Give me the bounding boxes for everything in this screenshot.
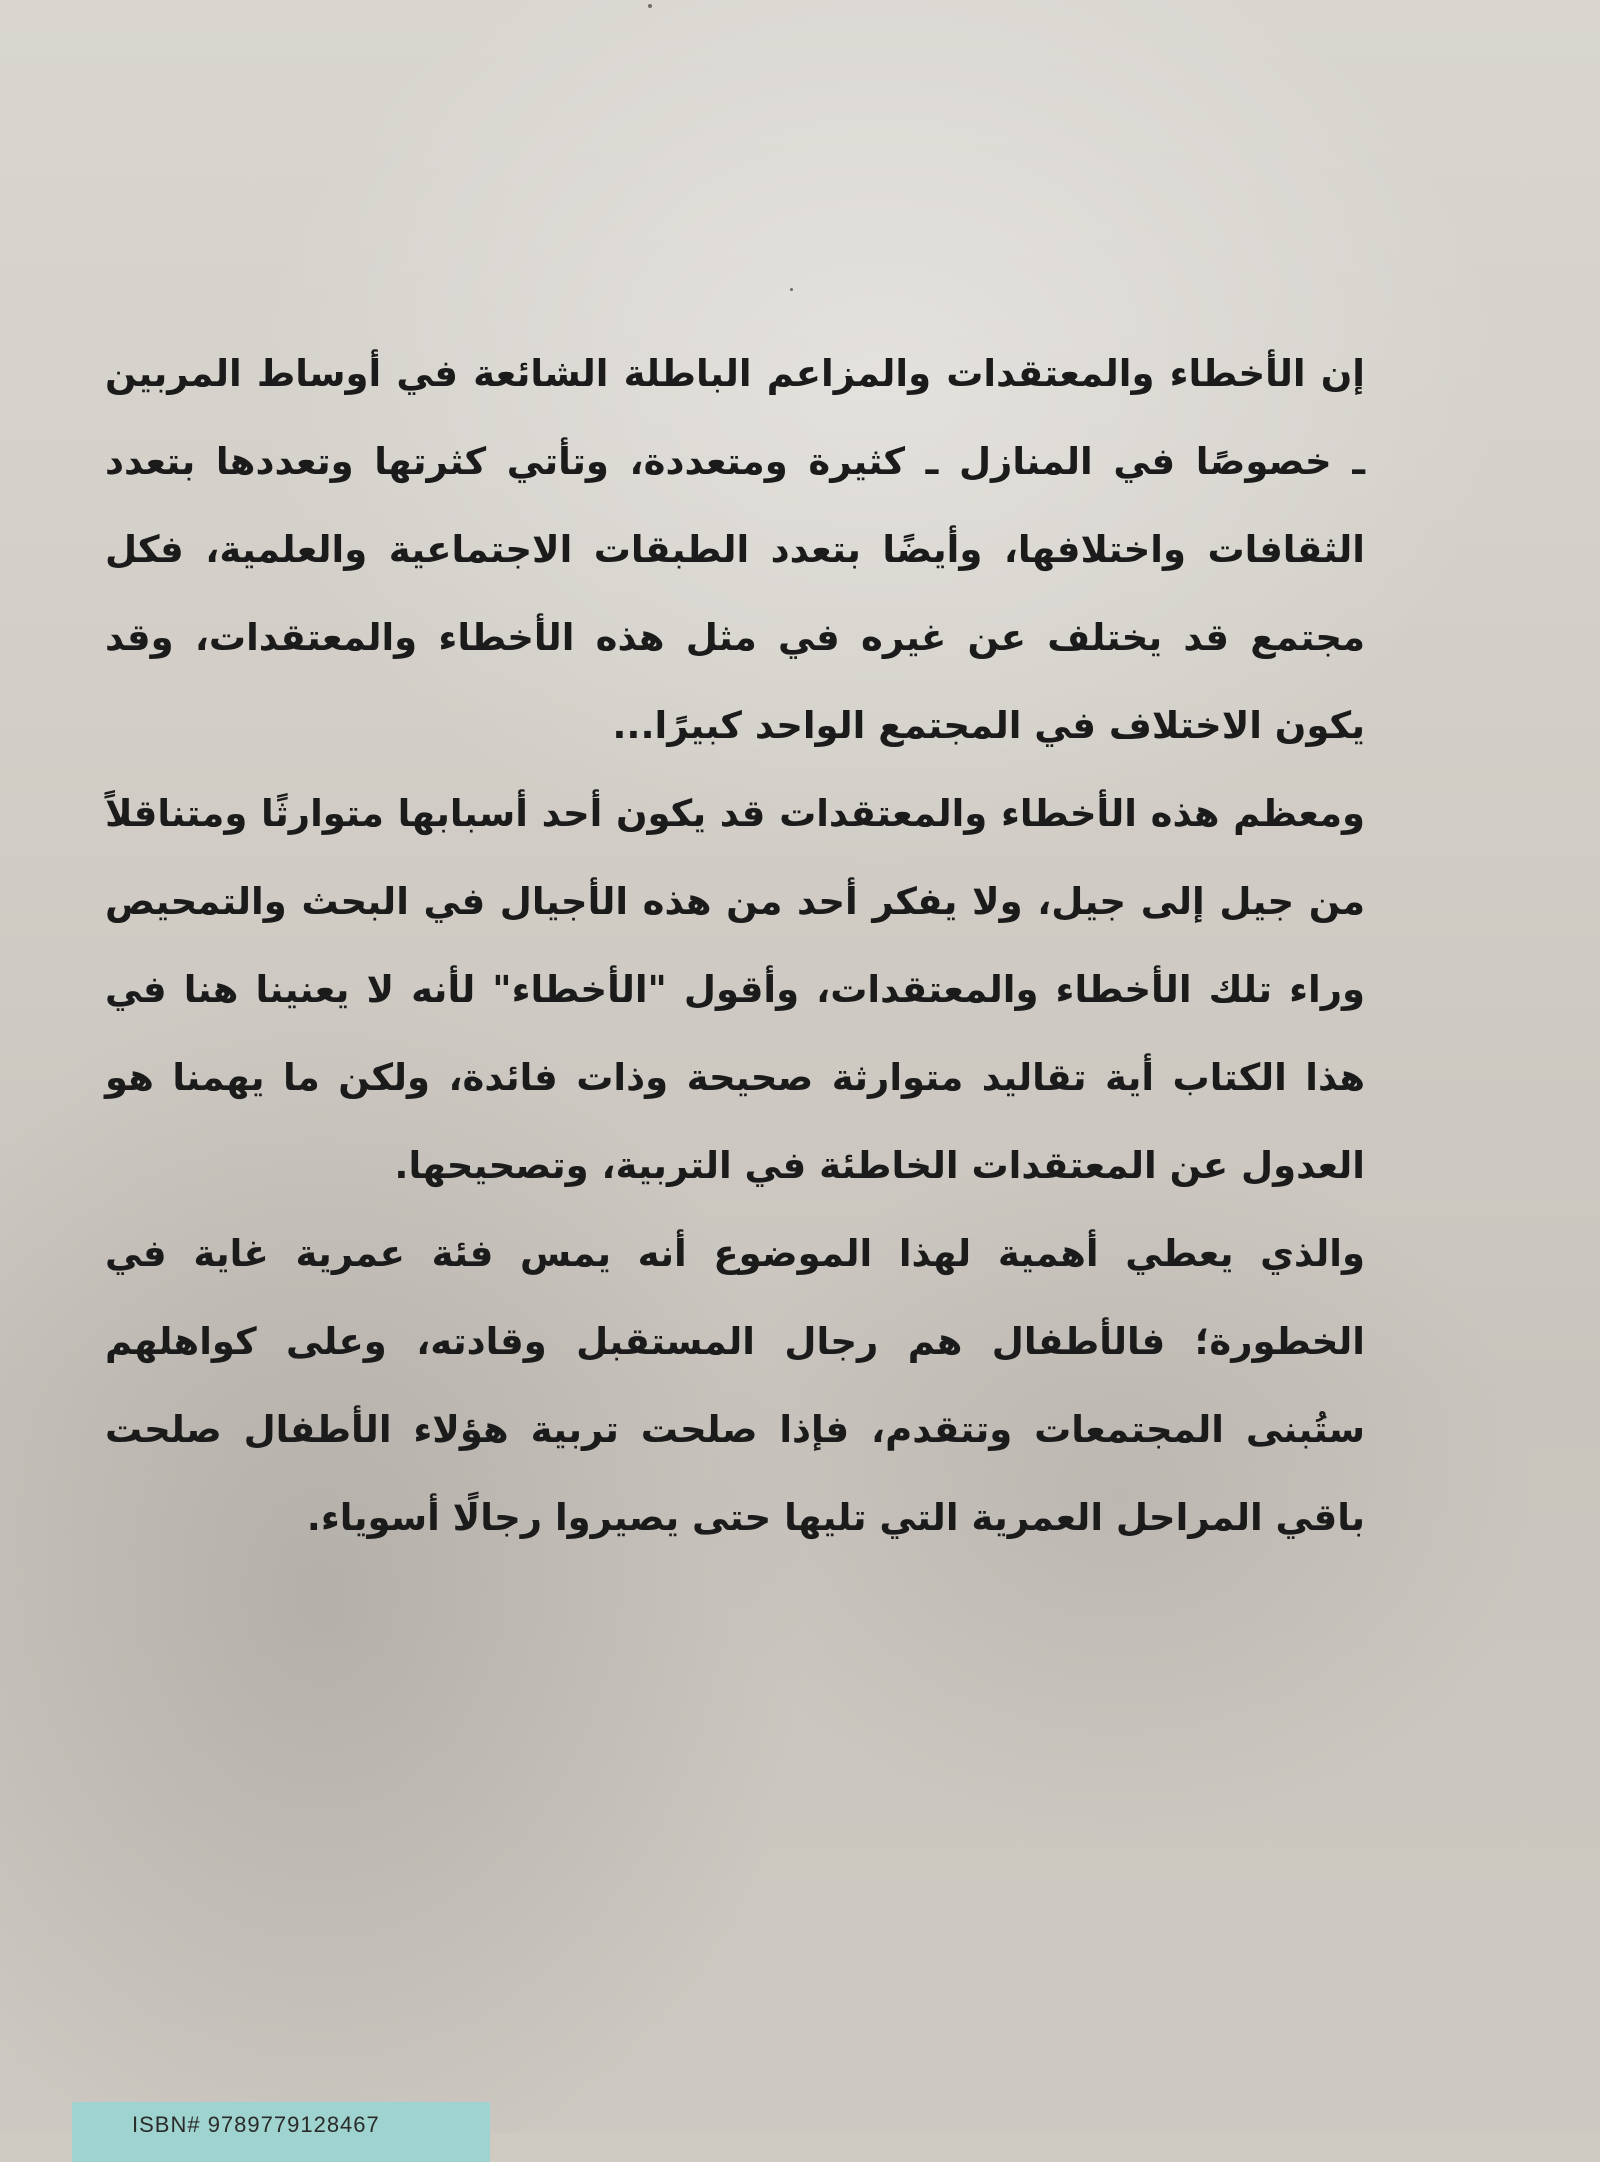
isbn-label: ISBN# 9789779128467 xyxy=(132,2112,380,2137)
paragraph-2: ومعظم هذه الأخطاء والمعتقدات قد يكون أحد أسبابها متوارثًا ومتناقلاً من جيل إلى جيل، ولا يفكر أحد من هذه الأجيال في البحث والتمحيص وراء تلك الأخطاء والمعتقدات، وأقول "الأخطاء" لأنه لا يعنينا هنا في هذا الكتاب أية تقاليد متوارثة صحيحة وذات فائدة، ولكن ما يهمنا هو العدول عن المعتقدات الخاطئة في التربية، وتصحيحها. xyxy=(105,792,1365,1187)
paper-speck xyxy=(790,288,793,291)
paragraph-1: إن الأخطاء والمعتقدات والمزاعم الباطلة الشائعة في أوساط المربين ـ خصوصًا في المنازل ـ كثيرة ومتعددة، وتأتي كثرتها وتعددها بتعدد الثقافات واختلافها، وأيضًا بتعدد الطبقات الاجتماعية والعلمية، فكل مجتمع قد يختلف عن غيره في مثل هذه الأخطاء والمعتقدات، وقد يكون الاختلاف في المجتمع الواحد كبيرًا... xyxy=(105,352,1365,747)
paper-speck xyxy=(648,4,652,8)
isbn-sticker xyxy=(72,2102,490,2162)
paragraph-3: والذي يعطي أهمية لهذا الموضوع أنه يمس فئة عمرية غاية في الخطورة؛ فالأطفال هم رجال المستقبل وقادته، وعلى كواهلهم ستُبنى المجتمعات وتتقدم، فإذا صلحت تربية هؤلاء الأطفال صلحت باقي المراحل العمرية التي تليها حتى يصيروا رجالًا أسوياء. xyxy=(105,1232,1365,1539)
page-body-text xyxy=(105,330,1365,1562)
